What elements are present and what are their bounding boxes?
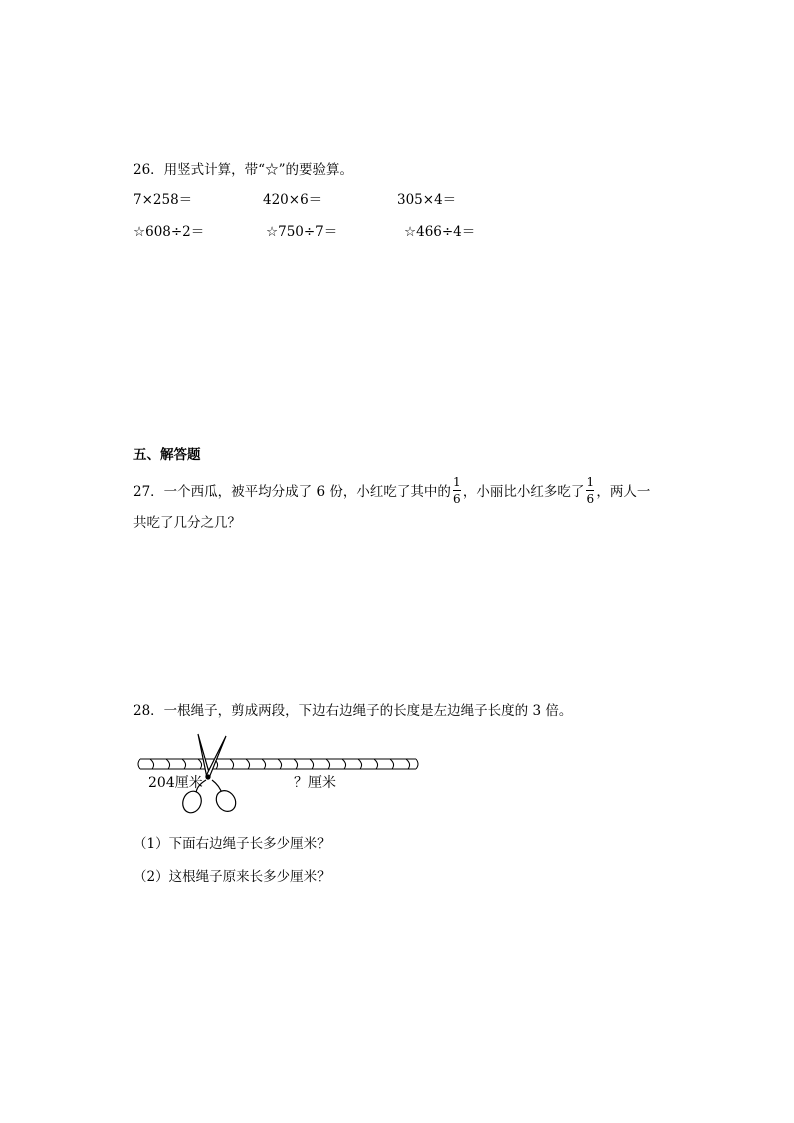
- right-length-label: ？厘米: [294, 775, 336, 791]
- fraction-bar: [453, 490, 461, 491]
- q27-text-2: ，小丽比小红多吃了: [462, 484, 585, 500]
- q27-text-3: ，两人一: [596, 484, 651, 500]
- q27-fraction-2: [586, 476, 594, 505]
- left-length-label: 204厘米: [148, 775, 203, 791]
- q26-item-4: ☆608÷2＝: [133, 224, 205, 240]
- q28-sub-question-1: （1）下面右边绳子长多少厘米？: [133, 836, 331, 852]
- q27-fraction-2-denominator: 6: [586, 491, 595, 506]
- q26-item-3: 305×4＝: [397, 192, 457, 208]
- fraction-bar: [586, 490, 594, 491]
- q26-item-2: 420×6＝: [263, 192, 323, 208]
- section-title: 五、解答题: [133, 447, 201, 463]
- q27-text-1: 27．一个西瓜，被平均分成了 6 份，小红吃了其中的: [133, 484, 451, 500]
- q27-line1: [133, 472, 650, 508]
- q27-fraction-1-denominator: 6: [453, 491, 461, 506]
- rope: [138, 759, 418, 769]
- q27-fraction-2-numerator: 1: [586, 474, 595, 489]
- q28-sub-question-2: （2）这根绳子原来长多少厘米？: [133, 869, 331, 885]
- q27-line2: 共吃了几分之几？: [133, 515, 241, 531]
- q26-item-6: ☆466÷4＝: [404, 224, 476, 240]
- q26-title: 26．用竖式计算，带“☆”的要验算。: [133, 162, 353, 178]
- q26-item-1: 7×258＝: [133, 192, 193, 208]
- q28-title: 28．一根绳子，剪成两段，下边右边绳子的长度是左边绳子长度的 3 倍。: [133, 703, 573, 719]
- q27-fraction-1-numerator: 1: [453, 474, 461, 489]
- q27-fraction-1: [453, 476, 461, 505]
- q26-item-5: ☆750÷7＝: [266, 224, 338, 240]
